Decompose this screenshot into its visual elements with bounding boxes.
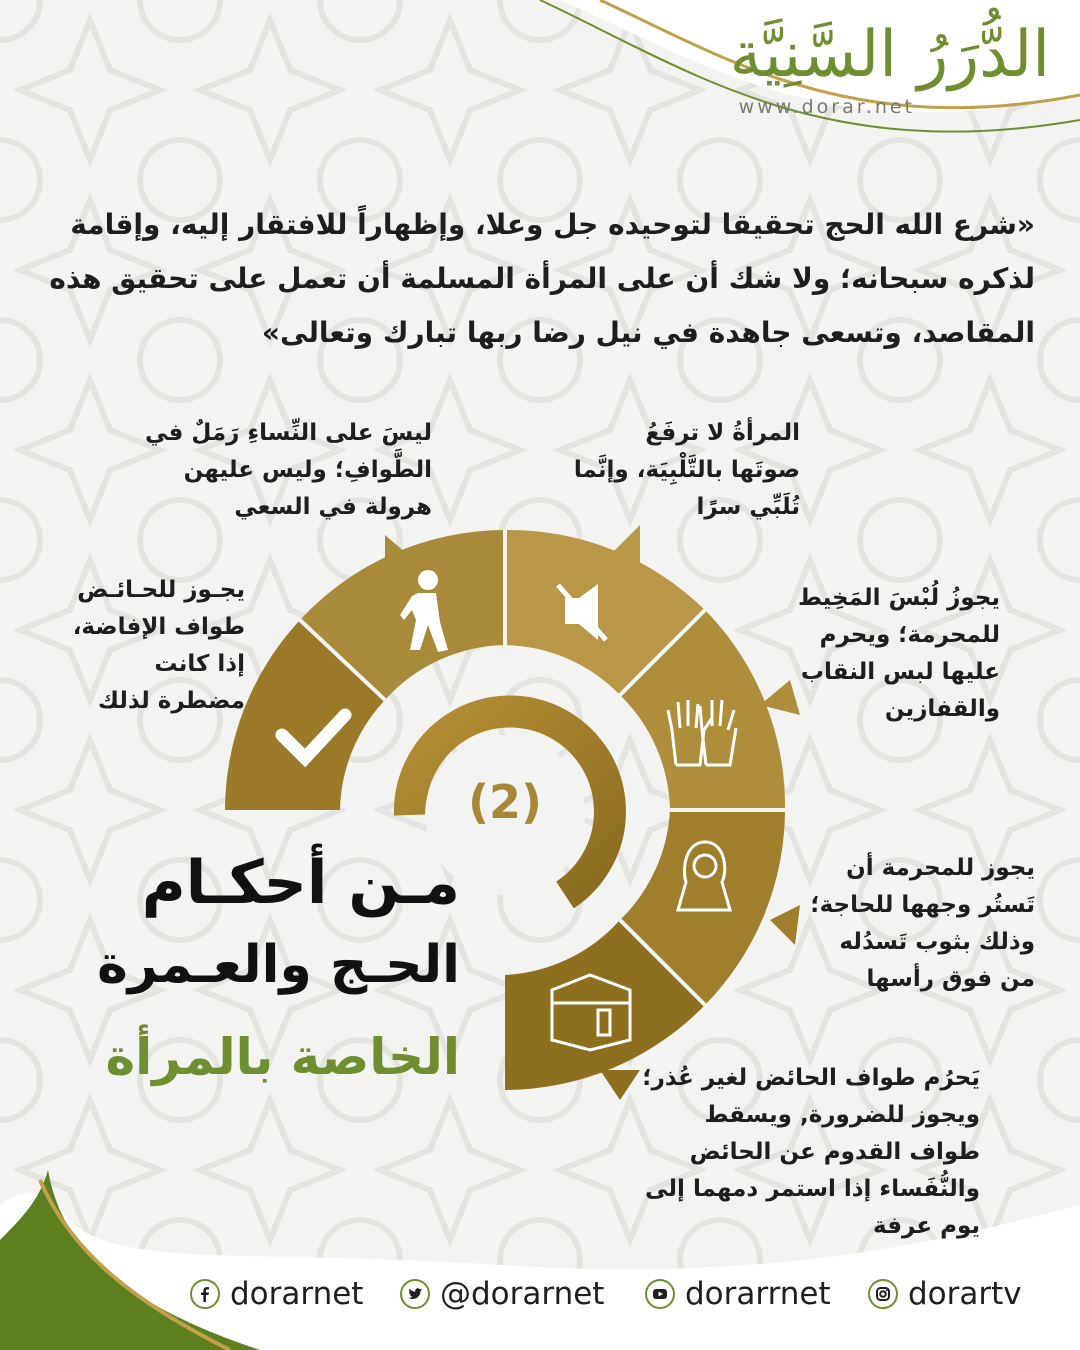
social-handle: dorarrnet [685, 1276, 831, 1312]
social-handle: @dorarnet [440, 1276, 605, 1312]
note-walking: ليسَ على النِّساءِ رَمَلٌ في الطَّوافِ؛ وليس عليهن هرولة في السعي [145, 420, 432, 520]
social-instagram[interactable] [868, 1276, 1022, 1312]
note-clothing: يجوزُ لُبْسَ المَخِيط للمحرمة؛ ويحرم عليها لبس النقاب والقفازين [798, 585, 1000, 722]
note-voice: المرأةُ لا ترفَعُ صوتَها بالتَّلْبِيَة، وإنَّما تُلَبِّي سرًا [573, 420, 800, 520]
social-facebook[interactable] [190, 1276, 363, 1312]
brand-url[interactable]: www.dorar.net [738, 96, 915, 118]
title-line-1: مـن أحكـام [141, 848, 460, 918]
youtube-icon [645, 1279, 675, 1309]
brand-logo: الدُّرَرُ السَّنِيَّة [729, 18, 1050, 92]
social-youtube[interactable] [645, 1276, 831, 1312]
title-line-3: الخاصة بالمرأة [105, 1028, 460, 1086]
social-handle: dorarnet [230, 1276, 364, 1312]
note-menstruating-ifada: يجـوز للحـائـض طواف الإفاضة، إذا كانت مضطرة لذلك [72, 577, 245, 714]
title-number: (2) [467, 775, 543, 829]
twitter-icon [400, 1279, 430, 1309]
note-tawaf: يَحرُم طواف الحائض لغير عُذر؛ ويجوز للضرورة, ويسقط طواف القدوم عن الحائض والنُّفَساء إذا استمر دمهما إلى يوم عرفة [642, 1065, 980, 1239]
instagram-icon [868, 1279, 898, 1309]
note-face-cover: يجوز للمحرمة أن تَستُر وجهها للحاجة؛ وذلك بثوب تَسدُله من فوق رأسها [810, 855, 1035, 992]
social-handle: dorartv [908, 1276, 1022, 1312]
title-line-2: الحـج والعـمرة [97, 935, 460, 995]
facebook-icon [190, 1279, 220, 1309]
intro-paragraph: «شرع الله الحج تحقيقا لتوحيده جل وعلا، وإظهاراً للافتقار إليه، وإقامة لذكره سبحانه؛ ولا شك أن على المرأة المسلمة أن تعمل على تحقيق هذه المقاصد، وتسعى جاهدة في نيل رضا ربها تبارك وتعالى» [49, 208, 1035, 349]
social-twitter[interactable] [400, 1276, 604, 1312]
